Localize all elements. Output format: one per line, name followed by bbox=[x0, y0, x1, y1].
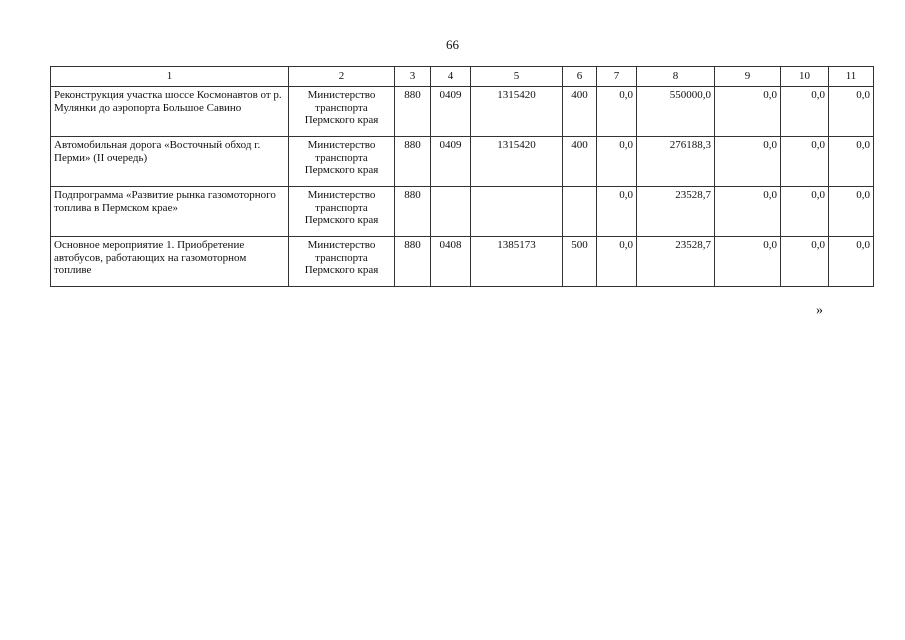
value-cell: 0,0 bbox=[829, 187, 874, 237]
value-cell: 0,0 bbox=[597, 137, 637, 187]
column-header: 6 bbox=[563, 67, 597, 87]
type-cell: 500 bbox=[563, 237, 597, 287]
value-cell: 276188,3 bbox=[637, 137, 715, 187]
value-cell: 0,0 bbox=[781, 187, 829, 237]
column-header: 3 bbox=[395, 67, 431, 87]
value-cell: 0,0 bbox=[781, 137, 829, 187]
column-header: 7 bbox=[597, 67, 637, 87]
table-row bbox=[51, 237, 874, 287]
article-cell: 1385173 bbox=[471, 237, 563, 287]
column-header: 5 bbox=[471, 67, 563, 87]
table-row bbox=[51, 87, 874, 137]
ministry-cell: Министерство транспорта Пермского края bbox=[289, 87, 395, 137]
value-cell: 0,0 bbox=[829, 137, 874, 187]
table-row bbox=[51, 137, 874, 187]
row-name-cell: Подпрограмма «Развитие рынка газомоторного топлива в Пермском крае» bbox=[51, 187, 289, 237]
table-row bbox=[51, 187, 874, 237]
code-cell: 880 bbox=[395, 237, 431, 287]
column-header: 4 bbox=[431, 67, 471, 87]
article-cell: 1315420 bbox=[471, 137, 563, 187]
code-cell: 880 bbox=[395, 187, 431, 237]
type-cell: 400 bbox=[563, 87, 597, 137]
value-cell: 0,0 bbox=[715, 237, 781, 287]
ministry-cell: Министерство транспорта Пермского края bbox=[289, 237, 395, 287]
code-cell: 880 bbox=[395, 137, 431, 187]
column-header: 10 bbox=[781, 67, 829, 87]
article-cell: 1315420 bbox=[471, 87, 563, 137]
closing-quote-mark: » bbox=[816, 303, 823, 318]
value-cell: 0,0 bbox=[829, 237, 874, 287]
ministry-cell: Министерство транспорта Пермского края bbox=[289, 137, 395, 187]
article-cell bbox=[471, 187, 563, 237]
value-cell: 23528,7 bbox=[637, 187, 715, 237]
section-cell: 0409 bbox=[431, 137, 471, 187]
value-cell: 0,0 bbox=[715, 137, 781, 187]
row-name-cell: Автомобильная дорога «Восточный обход г. Перми» (II очередь) bbox=[51, 137, 289, 187]
column-header: 2 bbox=[289, 67, 395, 87]
row-name-cell: Реконструкция участка шоссе Космонавтов от р. Мулянки до аэропорта Большое Савино bbox=[51, 87, 289, 137]
type-cell bbox=[563, 187, 597, 237]
value-cell: 0,0 bbox=[715, 187, 781, 237]
type-cell: 400 bbox=[563, 137, 597, 187]
code-cell: 880 bbox=[395, 87, 431, 137]
value-cell: 0,0 bbox=[597, 187, 637, 237]
ministry-cell: Министерство транспорта Пермского края bbox=[289, 187, 395, 237]
column-header: 8 bbox=[637, 67, 715, 87]
section-cell bbox=[431, 187, 471, 237]
value-cell: 0,0 bbox=[781, 237, 829, 287]
column-header: 1 bbox=[51, 67, 289, 87]
section-cell: 0408 bbox=[431, 237, 471, 287]
value-cell: 0,0 bbox=[597, 87, 637, 137]
value-cell: 0,0 bbox=[781, 87, 829, 137]
value-cell: 550000,0 bbox=[637, 87, 715, 137]
budget-table bbox=[50, 66, 874, 287]
column-header: 11 bbox=[829, 67, 874, 87]
value-cell: 0,0 bbox=[597, 237, 637, 287]
row-name-cell: Основное мероприятие 1. Приобретение автобусов, работающих на газомоторном топливе bbox=[51, 237, 289, 287]
section-cell: 0409 bbox=[431, 87, 471, 137]
table-header-row bbox=[51, 67, 874, 87]
page-number: 66 bbox=[446, 37, 459, 52]
value-cell: 0,0 bbox=[715, 87, 781, 137]
column-header: 9 bbox=[715, 67, 781, 87]
value-cell: 23528,7 bbox=[637, 237, 715, 287]
value-cell: 0,0 bbox=[829, 87, 874, 137]
